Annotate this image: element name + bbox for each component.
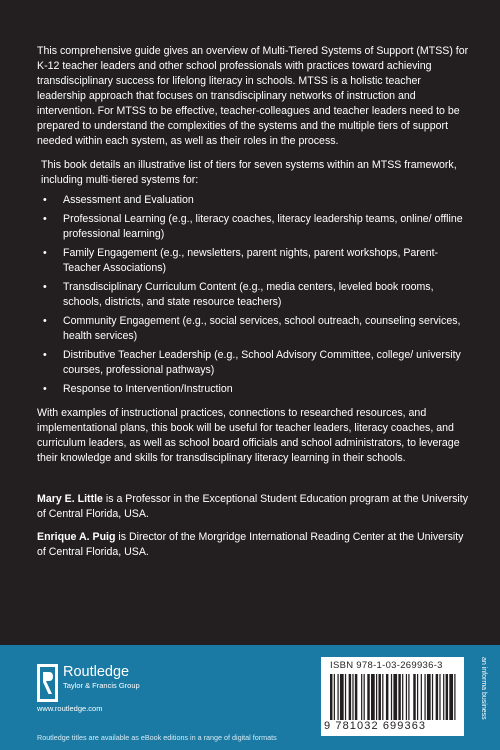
ebook-note: Routledge titles are available as eBook editions in a range of digital formats (37, 733, 277, 742)
publisher-name: Routledge (63, 664, 130, 680)
barcode-bar (334, 674, 335, 720)
list-item-text: Assessment and Evaluation (63, 194, 194, 206)
barcode-icon (330, 674, 458, 720)
intro-paragraph: This comprehensive guide gives an overview of Multi-Tiered Systems of Support (MTSS) for K-12 teacher leaders and other school professionals with practices toward achieving transdisciplinary success for lifelong literacy in schools. MTSS is a holistic teacher leadership approach that focuses on transdisciplinary networks of instruction and intervention. For MTSS to be effective, teacher-colleagues and teacher leaders need to be prepared to understand the complexities of the systems and the multiple tiers of support needed within each system, as well as their roles in the process. (37, 45, 469, 147)
barcode-bar (413, 674, 415, 720)
list-item-text: Distributive Teacher Leadership (e.g., School Advisory Committee, college/ university courses, professional pathways) (63, 349, 461, 376)
barcode-bar (446, 674, 448, 720)
barcode-bar (349, 674, 351, 720)
list-item (37, 193, 469, 208)
barcode-bar (406, 674, 407, 720)
list-item (37, 382, 469, 397)
barcode-bar (367, 674, 369, 720)
informa-note: an informa business (480, 657, 487, 720)
author-bio (37, 530, 469, 560)
bullet-icon: • (43, 349, 47, 361)
barcode-bar (424, 674, 425, 720)
barcode-bar (398, 674, 400, 720)
barcode-bar (352, 674, 353, 720)
barcode-bar (449, 674, 453, 720)
closing-paragraph: With examples of instructional practices, connections to researched resources, and implementational plans, this book will be useful for teacher leaders, literacy coaches, and curriculum leaders, as well as school board officials and school administrators, to leverage their knowledge and skills for transdisciplinary literacy learning in their schools. (37, 407, 460, 464)
bullet-icon: • (43, 281, 47, 293)
list-item-text: Family Engagement (e.g., newsletters, parent nights, parent workshops, Parent-Teacher Associations) (63, 247, 439, 274)
barcode-bar (355, 674, 357, 720)
barcode-bar (421, 674, 422, 720)
list-item (37, 280, 469, 310)
barcode-bar (337, 674, 338, 720)
barcode-bar (376, 674, 377, 720)
list-item-text: Professional Learning (e.g., literacy coaches, literacy leadership teams, online/ offline professional learning) (63, 213, 463, 240)
barcode-bar (371, 674, 375, 720)
list-item-text: Community Engagement (e.g., social services, school outreach, counseling services, health services) (63, 315, 461, 342)
author-bio-text: is Director of the Morgridge International Reading Center at the University of Central Florida, USA. (37, 531, 464, 558)
isbn-label: ISBN 978-1-03-269936-3 (330, 660, 443, 671)
author-name: Enrique A. Puig (37, 531, 116, 543)
barcode-bar (439, 674, 440, 720)
publisher-logo (37, 664, 140, 702)
publisher-website: www.routledge.com (37, 704, 103, 713)
barcode-bar (427, 674, 431, 720)
list-item-text: Response to Intervention/Instruction (63, 383, 233, 395)
bullet-icon: • (43, 383, 47, 395)
barcode-bar (432, 674, 433, 720)
barcode-bar (408, 674, 409, 720)
barcode-bar (391, 674, 392, 720)
bullet-icon: • (43, 213, 47, 225)
barcode-bar (436, 674, 438, 720)
author-bio-text: is a Professor in the Exceptional Student Education program at the University of Central Florida, USA. (37, 493, 469, 520)
bullet-icon: • (43, 247, 47, 259)
barcode-bar (364, 674, 365, 720)
publisher-wordmark (63, 664, 140, 691)
publisher-group: Taylor & Francis Group (63, 681, 140, 690)
barcode-bar (340, 674, 344, 720)
barcode-bar (402, 674, 403, 720)
list-item (37, 314, 469, 344)
barcode-bar (443, 674, 444, 720)
list-item-text: Transdisciplinary Curriculum Content (e.g., media centers, leveled book rooms, schools, districts, and state resource teachers) (63, 281, 434, 308)
routledge-logo-icon (37, 664, 58, 702)
barcode-bar (330, 674, 332, 720)
bullet-icon: • (43, 194, 47, 206)
barcode-bar (382, 674, 383, 720)
barcode-bar (417, 674, 418, 720)
barcode-digits: 9 781032 699363 (324, 720, 427, 732)
barcode-bar (386, 674, 388, 720)
list-item (37, 348, 469, 378)
isbn-barcode (321, 657, 464, 736)
list-item (37, 246, 469, 276)
list-item (37, 212, 469, 242)
barcode-bar (378, 674, 380, 720)
barcode-bar (393, 674, 397, 720)
back-cover-text (37, 44, 469, 568)
systems-list (37, 193, 469, 397)
author-bio (37, 492, 469, 522)
barcode-bar (345, 674, 346, 720)
barcode-bar (454, 674, 455, 720)
publisher-footer (0, 645, 500, 750)
author-name: Mary E. Little (37, 493, 103, 505)
systems-intro: This book details an illustrative list of tiers for seven systems within an MTSS framework, including multi-tiered systems for: (41, 159, 457, 186)
barcode-bar (361, 674, 362, 720)
author-bios (37, 492, 469, 560)
bullet-icon: • (43, 315, 47, 327)
